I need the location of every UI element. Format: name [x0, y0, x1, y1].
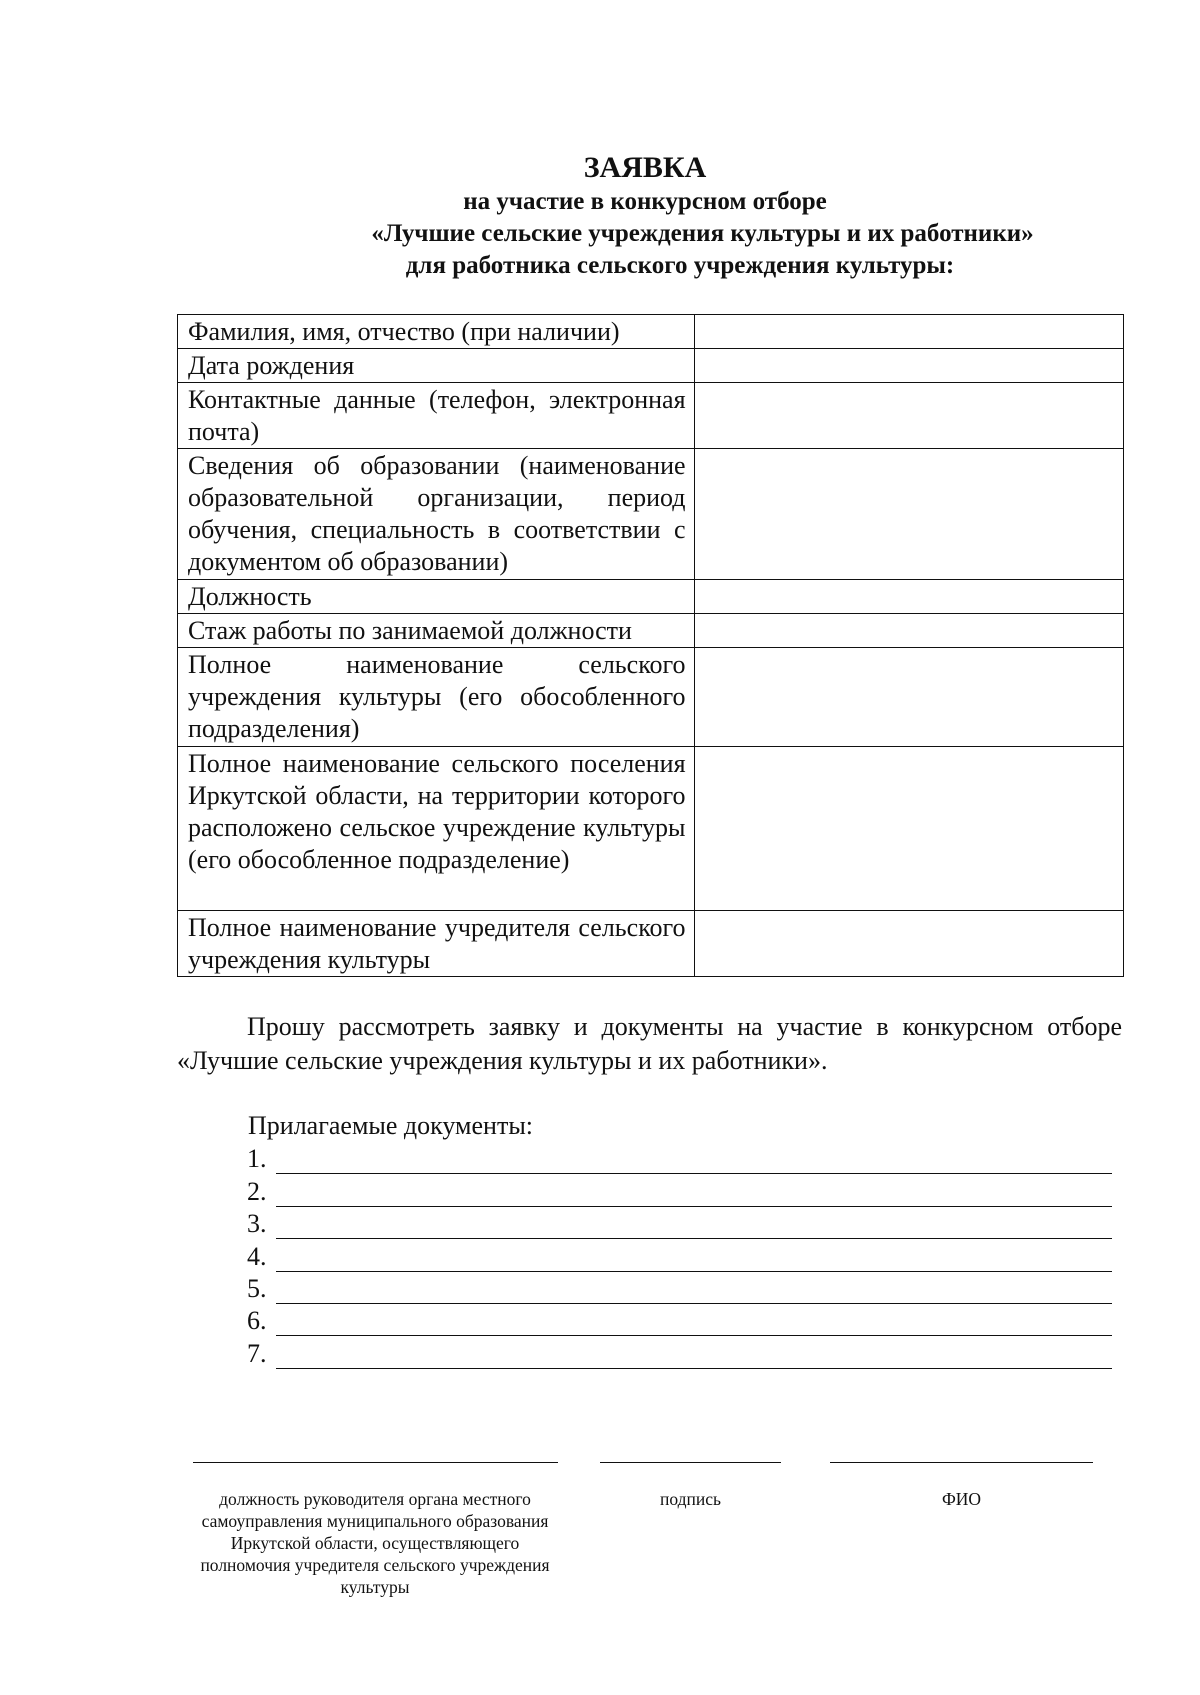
- row-label-contacts: Контактные данные (телефон, электронная почта): [178, 383, 695, 449]
- table-row: [178, 747, 1124, 911]
- table-row: [178, 614, 1124, 648]
- table-row: [178, 383, 1124, 449]
- attachments-list: [247, 1142, 1112, 1369]
- applicant-info-table: [177, 314, 1124, 977]
- position-caption: должность руководителя органа местного самоуправления муниципального образования Иркутской области, осуществляющего полномочия учредителя сельского учреждения культуры: [200, 1489, 550, 1597]
- name-caption: ФИО: [941, 1489, 982, 1509]
- table-row: [178, 648, 1124, 747]
- attachment-blank-line[interactable]: [276, 1182, 1112, 1207]
- list-item: [247, 1304, 1112, 1336]
- attachment-number: 4.: [247, 1241, 267, 1271]
- row-value-founder-name[interactable]: [694, 911, 1123, 977]
- table-row: [178, 911, 1124, 977]
- table-row: [178, 580, 1124, 614]
- name-signature-line[interactable]: [830, 1462, 1093, 1463]
- document-header: [0, 150, 1200, 282]
- attachment-number: 1.: [247, 1144, 267, 1174]
- document-subtitle-3: для работника сельского учреждения культуры:: [405, 252, 955, 279]
- row-label-education: Сведения об образовании (наименование образовательной организации, период обучения, специальность в соответствии с документом об образовании): [178, 449, 695, 580]
- row-label-institution-name: Полное наименование сельского учреждения культуры (его обособленного подразделения): [178, 648, 695, 747]
- signature-line[interactable]: [600, 1462, 781, 1463]
- row-label-experience: Стаж работы по занимаемой должности: [178, 614, 695, 648]
- list-item: [247, 1142, 1112, 1174]
- list-item: [247, 1239, 1112, 1271]
- attachment-number: 6.: [247, 1306, 267, 1336]
- table-row: [178, 315, 1124, 349]
- attachment-number: 7.: [247, 1338, 267, 1368]
- document-title: ЗАЯВКА: [583, 151, 707, 184]
- list-item: [247, 1207, 1112, 1239]
- attachments-title: Прилагаемые документы:: [248, 1111, 534, 1140]
- row-value-birth-date[interactable]: [694, 349, 1123, 383]
- attachment-blank-line[interactable]: [276, 1214, 1112, 1239]
- list-item: [247, 1336, 1112, 1368]
- row-value-education[interactable]: [694, 449, 1123, 580]
- attachment-number: 3.: [247, 1209, 267, 1239]
- row-label-full-name: Фамилия, имя, отчество (при наличии): [178, 315, 695, 349]
- row-value-institution-name[interactable]: [694, 648, 1123, 747]
- attachment-blank-line[interactable]: [276, 1149, 1112, 1174]
- list-item: [247, 1272, 1112, 1304]
- request-text: Прошу рассмотреть заявку и документы на участие в конкурсном отборе «Лучшие сельские учреждения культуры и их работники».: [177, 1012, 1122, 1075]
- row-label-birth-date: Дата рождения: [178, 349, 695, 383]
- attachment-blank-line[interactable]: [276, 1279, 1112, 1304]
- attachment-blank-line[interactable]: [276, 1247, 1112, 1272]
- row-value-position[interactable]: [694, 580, 1123, 614]
- table-row: [178, 449, 1124, 580]
- row-value-settlement-name[interactable]: [694, 747, 1123, 911]
- position-signature-line[interactable]: [193, 1462, 558, 1463]
- document-subtitle-1: на участие в конкурсном отборе: [463, 188, 827, 215]
- row-label-founder-name: Полное наименование учредителя сельского учреждения культуры: [178, 911, 695, 977]
- attachment-blank-line[interactable]: [276, 1344, 1112, 1369]
- document-subtitle-2: «Лучшие сельские учреждения культуры и их работники»: [371, 220, 1034, 247]
- attachment-blank-line[interactable]: [276, 1311, 1112, 1336]
- row-label-position: Должность: [178, 580, 695, 614]
- row-value-experience[interactable]: [694, 614, 1123, 648]
- row-value-full-name[interactable]: [694, 315, 1123, 349]
- row-label-settlement-name: Полное наименование сельского поселения Иркутской области, на территории которого расположено сельское учреждение культуры (его обособленное подразделение): [178, 747, 695, 911]
- attachment-number: 5.: [247, 1273, 267, 1303]
- attachment-number: 2.: [247, 1176, 267, 1206]
- request-paragraph: [177, 1010, 1122, 1078]
- row-value-contacts[interactable]: [694, 383, 1123, 449]
- signature-caption: подпись: [660, 1489, 721, 1509]
- list-item: [247, 1174, 1112, 1206]
- table-row: [178, 349, 1124, 383]
